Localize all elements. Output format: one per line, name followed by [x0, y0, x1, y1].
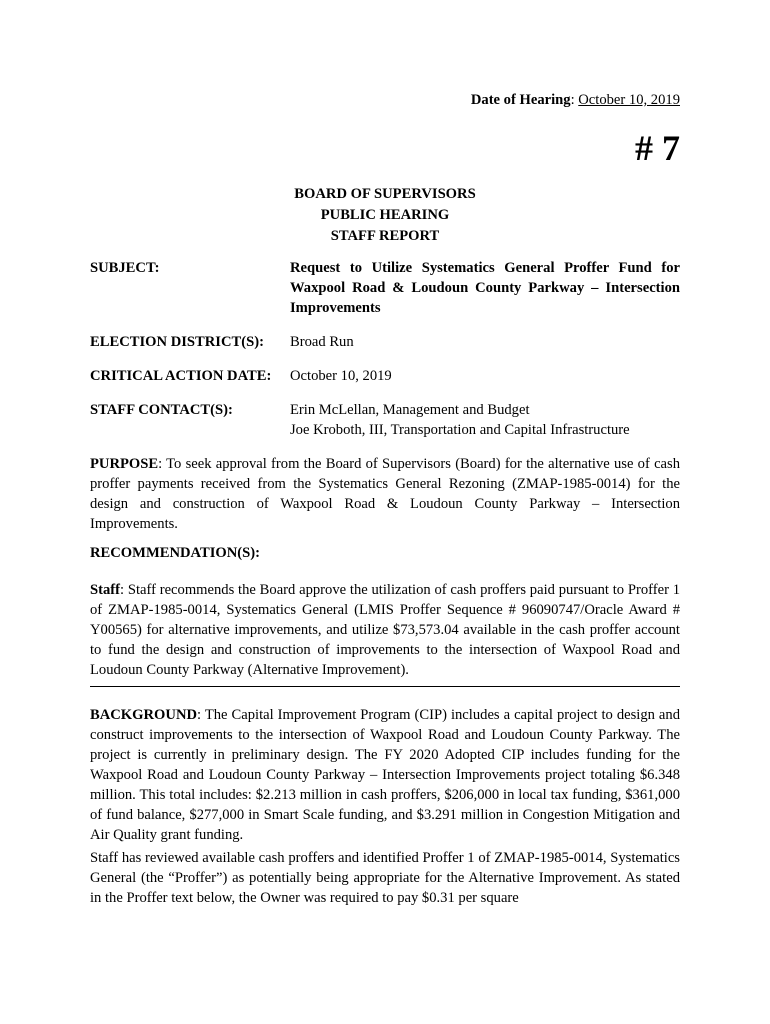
staff-contacts-list [290, 400, 680, 440]
review-paragraph: Staff has reviewed available cash proffers and identified Proffer 1 of ZMAP-1985-0014, Systematics General (the “Proffer”) as potentially being appropriate for the Alternative Improvement. As stated in the Proffer text below, the Owner was required to pay $0.31 per square [90, 850, 680, 906]
section-divider [90, 686, 680, 687]
recommendations-heading: RECOMMENDATION(S): [90, 545, 260, 561]
purpose-lead: PURPOSE [90, 456, 159, 472]
purpose-paragraph [90, 454, 680, 534]
recommendation-paragraph [90, 580, 680, 680]
background-lead: BACKGROUND [90, 707, 198, 723]
election-district-label: ELECTION DISTRICT(S): [90, 334, 264, 350]
background-text: : The Capital Improvement Program (CIP) includes a capital project to design and construct improvements to the intersection of Waxpool Road and Loudoun County Parkway. The project is currently in preliminary design. The FY 2020 Adopted CIP includes funding for the Waxpool Road and Loudoun County Parkway – Intersection Improvements project totaling $6.348 million. This total includes: $2.213 million in cash proffers, $206,000 in local tax funding, $361,000 of fund balance, $277,000 in Smart Scale funding, and $3.291 million in Congestion Mitigation and Air Quality grant funding. [90, 707, 680, 843]
hearing-date-label: Date of Hearing [470, 92, 571, 108]
agenda-item-number: # 7 [635, 128, 680, 168]
hearing-date-value: October 10, 2019 [578, 92, 680, 108]
staff-contact-1: Erin McLellan, Management and Budget [290, 402, 530, 418]
recommendation-lead: Staff [90, 582, 120, 598]
report-header [290, 184, 480, 247]
staff-contact-2: Joe Kroboth, III, Transportation and Capital Infrastructure [290, 422, 630, 438]
hearing-date-separator: : [570, 92, 579, 108]
election-district-value: Broad Run [290, 334, 354, 350]
header-report: STAFF REPORT [330, 228, 440, 244]
header-hearing: PUBLIC HEARING [320, 207, 450, 223]
subject-value: Request to Utilize Systematics General Proffer Fund for Waxpool Road & Loudoun County Parkway – Intersection Improvements [290, 260, 680, 316]
background-paragraph [90, 705, 680, 845]
header-board: BOARD OF SUPERVISORS [294, 186, 476, 202]
critical-action-date-label: CRITICAL ACTION DATE: [90, 368, 272, 384]
critical-action-date-value: October 10, 2019 [290, 368, 392, 384]
purpose-text: : To seek approval from the Board of Supervisors (Board) for the alternative use of cash proffer payments received from the Systematics General Rezoning (ZMAP-1985-0014) for the design and construction of Waxpool Road & Loudoun County Parkway – Intersection Improvements. [90, 456, 680, 532]
subject-label: SUBJECT: [90, 260, 160, 276]
hearing-date-line [471, 90, 680, 110]
recommendation-text: : Staff recommends the Board approve the utilization of cash proffers paid pursuant to Proffer 1 of ZMAP-1985-0014, Systematics General (LMIS Proffer Sequence # 96090747/Oracle Award # Y00565) for alternative improvements, and utilize $73,573.04 available in the cash proffer account to fund the design and construction of improvements to the intersection of Waxpool Road and Loudoun County Parkway (Alternative Improvement). [90, 582, 680, 678]
staff-contacts-label: STAFF CONTACT(S): [90, 402, 233, 418]
